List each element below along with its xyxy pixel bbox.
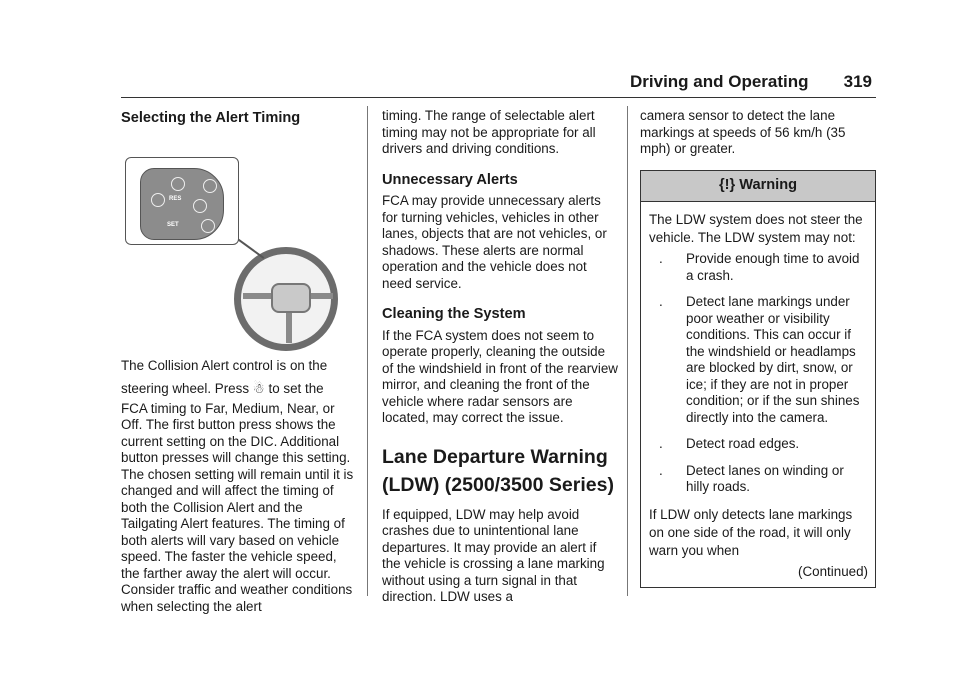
steering-wheel-spoke [243,293,273,299]
continued-label: (Continued) [798,563,868,579]
warning-intro: The LDW system does not steer the vehicle. The LDW system may not: [649,212,863,245]
bullet-mark: . [659,436,663,451]
warning-list-item [649,463,868,496]
timing-paragraph: FCA timing to Far, Medium, Near, or Off. The first button press shows the current setting on the DIC. Additional button presses will change this setting. The chosen setting will remain until it is changed and will affect the timing of both the Collision Alert and the Tailgating Alert features. The timing of both alerts will vary based on vehicle speed. The faster the vehicle speed, the farther away the alert will occur. Consider traffic and weather conditions when selecting the alert [121,400,354,614]
heading-cleaning-system: Cleaning the System [382,306,526,322]
page-header [630,72,872,92]
bullet-mark: . [659,462,663,478]
press-instruction [121,381,356,398]
header-rule [121,97,876,98]
heading-ldw-line1: Lane Departure Warning [382,445,608,468]
set-label: SET [167,221,179,228]
warning-list-item [649,251,868,284]
ldw-intro-text: If equipped, LDW may help avoid crashes due to unintentional lane departures. It may provide an alert if the vehicle is crossing a lane marking without using a turn signal in that direction. LDW uses a [382,506,605,604]
collision-alert-symbol-icon: ☃ [252,381,265,396]
warning-list-item [649,436,868,453]
warning-item-text: Provide enough time to avoid a crash. [686,251,860,283]
press-text-post: to set the [268,381,324,396]
timing-paragraph-cont: timing. The range of selectable alert timing may not be appropriate for all drivers and driving conditions. [382,108,596,156]
warning-item-text: Detect lane markings under poor weather or visibility conditions. This can occur if the windshield or headlamps are blocked by dirt, snow, or ice; if they are not in proper condition; or if the sun shines directly into the camera. [686,294,860,425]
column-divider-2 [627,106,628,596]
warning-item-text: Detect lanes on winding or hilly roads. [686,462,844,494]
unnecessary-alerts-text: FCA may provide unnecessary alerts for turning vehicles, vehicles in other lanes, objects that are not vehicles, or shadows. These alerts are normal operation and the vehicle does not need service. [382,193,607,291]
control-pod [140,168,224,240]
column-divider-1 [367,106,368,596]
bullet-mark: . [659,294,663,309]
press-text: steering wheel. Press [121,381,250,396]
column-2 [382,108,618,606]
control-callout [125,157,239,245]
warning-body [641,202,875,587]
heading-ldw [382,443,618,499]
steering-wheel-illustration [121,151,357,349]
resume-button-icon [171,177,185,191]
collision-alert-icon [201,219,215,233]
gap-icon [203,179,217,193]
bullet-mark: . [659,251,663,266]
steering-wheel-hub [271,283,311,313]
cancel-icon [193,199,207,213]
column-3 [640,108,876,588]
section-title: Driving and Operating [630,72,809,91]
warning-outro: If LDW only detects lane markings on one side of the road, it will only warn you when [649,506,853,558]
warning-header [641,171,875,203]
cleaning-system-text: If the FCA system does not seem to operate properly, cleaning the outside of the windshield in front of the rearview mirror, and cleaning the front of the vehicle where radar sensors are located, may correct the issue. [382,327,618,425]
page-number: 319 [843,72,872,91]
steering-wheel-spoke [286,309,292,343]
section-heading-alert-timing: Selecting the Alert Timing [121,110,301,126]
camera-sensor-text: camera sensor to detect the lane markings at speeds of 56 km/h (35 mph) or greater. [640,108,846,156]
warning-list-item [649,294,868,426]
warning-item-text: Detect road edges. [686,436,800,451]
warning-title: Warning [739,176,798,193]
warning-icon: {!} [718,176,736,193]
res-label: RES [169,195,182,202]
column-1 [121,108,356,615]
collision-control-text: The Collision Alert control is on the [121,357,328,373]
warning-box [640,170,876,588]
cruise-icon [151,193,165,207]
heading-ldw-line2: (LDW) (2500/3500 Series) [382,473,614,496]
warning-list [649,251,868,496]
heading-unnecessary-alerts: Unnecessary Alerts [382,171,518,188]
